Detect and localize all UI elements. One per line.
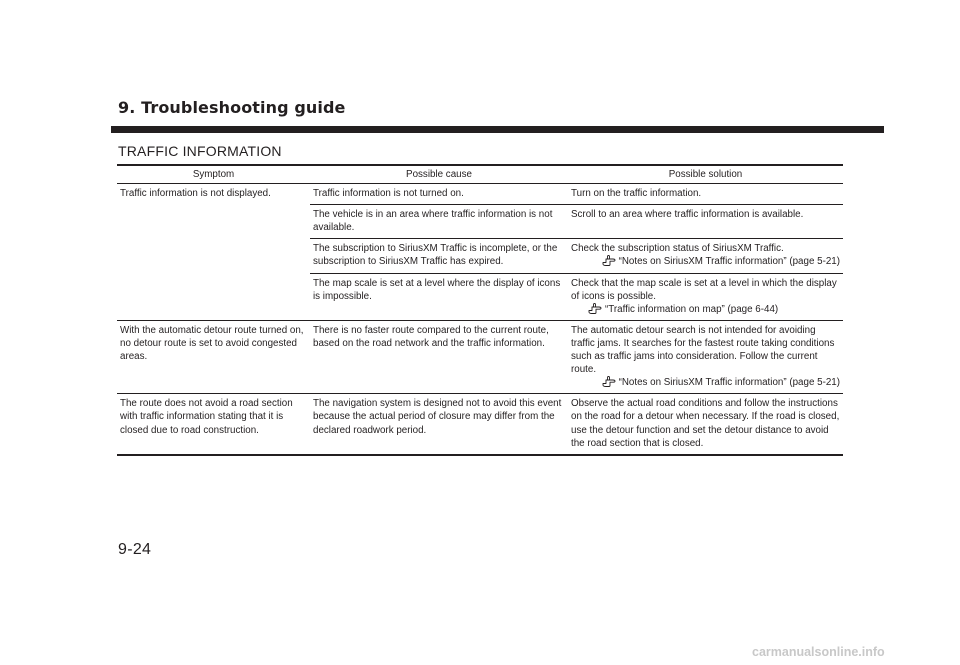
solution-text: The automatic detour search is not intended for avoiding traffic jams. It searches for the fastest route taking conditions such as traffic jams into consideration. Follow the current route. bbox=[571, 324, 835, 376]
symptom-cell: The route does not avoid a road section with traffic information stating that it is closed due to road construction. bbox=[120, 398, 293, 436]
header-possible-cause: Possible cause bbox=[310, 165, 568, 184]
table-row bbox=[117, 320, 843, 393]
page-reference-text: “Notes on SiriusXM Traffic information” (page 5-21) bbox=[618, 377, 840, 389]
chapter-divider bbox=[111, 126, 884, 133]
cause-cell: The vehicle is in an area where traffic information is not available. bbox=[310, 205, 568, 239]
solution-text: Check that the map scale is set at a level in which the display of icons is possible. bbox=[571, 277, 837, 302]
watermark: carmanualsonline.info bbox=[752, 645, 885, 659]
solution-cell bbox=[568, 239, 843, 273]
solution-cell: Scroll to an area where traffic information is available. bbox=[568, 205, 843, 239]
troubleshooting-table bbox=[117, 164, 843, 456]
solution-cell bbox=[568, 320, 843, 393]
pointing-hand-reference-icon bbox=[602, 376, 616, 387]
page-reference-text: “Traffic information on map” (page 6-44) bbox=[605, 303, 779, 315]
page-reference[interactable] bbox=[571, 303, 840, 316]
section-title: TRAFFIC INFORMATION bbox=[118, 143, 282, 159]
page-reference-text: “Notes on SiriusXM Traffic information” (page 5-21) bbox=[618, 256, 840, 268]
pointing-hand-reference-icon bbox=[602, 255, 616, 266]
cause-cell: The map scale is set at a level where the display of icons is impossible. bbox=[310, 273, 568, 320]
page-reference[interactable] bbox=[571, 255, 840, 268]
solution-cell: Turn on the traffic information. bbox=[568, 184, 843, 205]
cause-cell: Traffic information is not turned on. bbox=[310, 184, 568, 205]
cause-cell: The subscription to SiriusXM Traffic is incomplete, or the subscription to SiriusXM Traffic has expired. bbox=[310, 239, 568, 273]
page-reference[interactable] bbox=[571, 376, 840, 389]
header-symptom: Symptom bbox=[117, 165, 310, 184]
page-number: 9-24 bbox=[118, 541, 152, 558]
symptom-cell: Traffic information is not displayed. bbox=[117, 184, 310, 321]
solution-text: Check the subscription status of SiriusXM Traffic. bbox=[571, 243, 784, 255]
chapter-title: 9. Troubleshooting guide bbox=[118, 98, 346, 117]
cause-cell: The navigation system is designed not to avoid this event because the actual period of closure may differ from the declared roadwork period. bbox=[313, 398, 562, 436]
pointing-hand-reference-icon bbox=[588, 303, 602, 314]
symptom-cell: With the automatic detour route turned on, no detour route is set to avoid congested areas. bbox=[117, 320, 310, 393]
table-header-row bbox=[117, 165, 843, 184]
solution-cell bbox=[568, 273, 843, 320]
cause-cell: There is no faster route compared to the current route, based on the road network and the traffic information. bbox=[310, 320, 568, 393]
header-possible-solution: Possible solution bbox=[568, 165, 843, 184]
table-row bbox=[117, 394, 843, 455]
solution-cell: Observe the actual road conditions and follow the instructions on the road for a detour when necessary. If the road is closed, use the detour function and set the detour distance to avoid the road section that is closed. bbox=[571, 398, 840, 449]
table-row bbox=[117, 184, 843, 205]
